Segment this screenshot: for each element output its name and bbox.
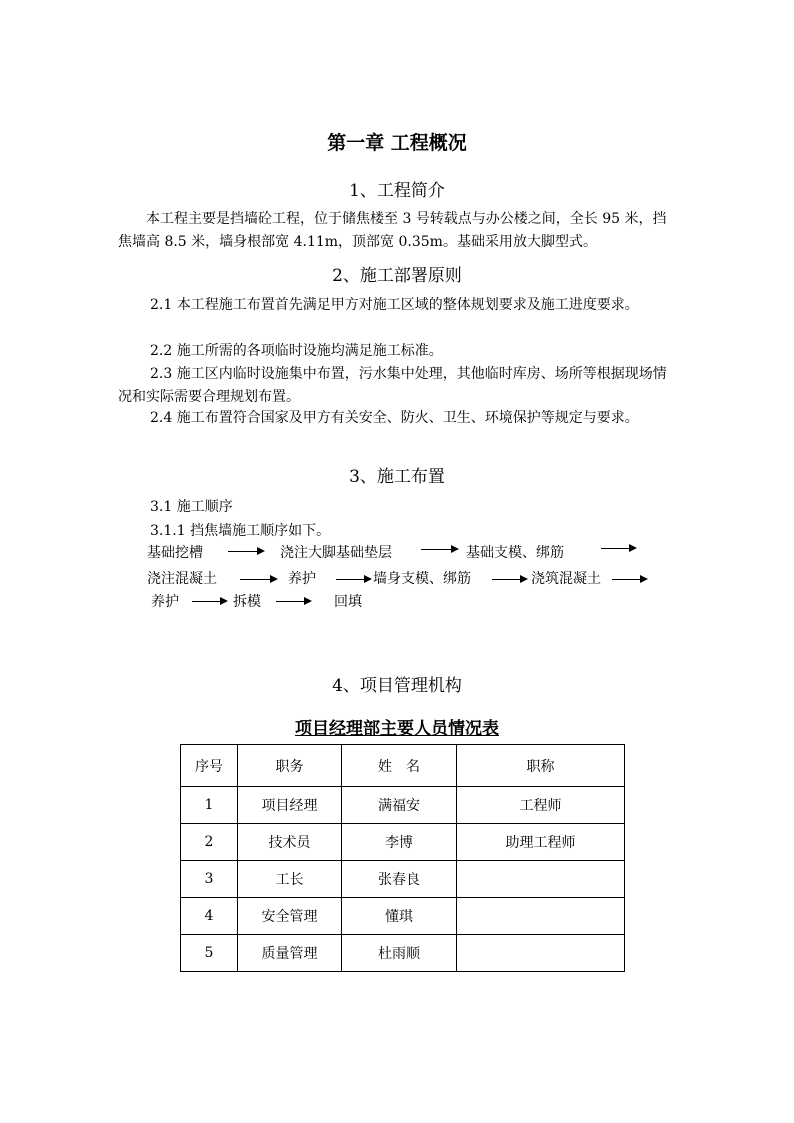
header-position: 职务 [238, 745, 342, 787]
header-name: 姓 名 [342, 745, 457, 787]
cell-title [457, 861, 625, 898]
cell-title: 助理工程师 [457, 824, 625, 861]
cell-name: 懂琪 [342, 898, 457, 935]
cell-index: 5 [181, 935, 238, 972]
flow-step: 浇注混凝土 [147, 571, 217, 587]
flow-step: 基础支模、绑筋 [466, 545, 564, 561]
cell-index: 4 [181, 898, 238, 935]
principle-item-2: 2.2 施工所需的各项临时设施均满足施工标准。 [150, 343, 443, 359]
section-heading-4: 4、项目管理机构 [332, 676, 462, 696]
table-row [181, 787, 625, 824]
flow-step: 浇注大脚基础垫层 [280, 545, 392, 561]
cell-position: 质量管理 [238, 935, 342, 972]
cell-title [457, 898, 625, 935]
section-heading-2: 2、施工部署原则 [332, 266, 462, 286]
flow-step: 基础挖槽 [147, 545, 203, 561]
cell-position: 工长 [238, 861, 342, 898]
cell-position: 技术员 [238, 824, 342, 861]
arrow-icon [601, 548, 635, 549]
arrow-icon [492, 579, 526, 580]
cell-index: 2 [181, 824, 238, 861]
arrow-icon [276, 601, 310, 602]
arrow-icon [421, 549, 457, 550]
flow-step: 墙身支模、绑筋 [373, 571, 471, 587]
chapter-title: 第一章 工程概况 [327, 132, 467, 154]
section-heading-1: 1、工程简介 [349, 181, 445, 201]
table-row [181, 935, 625, 972]
flow-step: 浇筑混凝土 [531, 571, 601, 587]
cell-name: 李博 [342, 824, 457, 861]
header-title: 职称 [457, 745, 625, 787]
principle-item-3: 2.3 施工区内临时设施集中布置，污水集中处理，其他临时库房、场所等根据现场情况和实际需要合理规划布置。 [118, 366, 667, 405]
table-row [181, 861, 625, 898]
cell-position: 项目经理 [238, 787, 342, 824]
cell-title: 工程师 [457, 787, 625, 824]
table-row [181, 898, 625, 935]
cell-title [457, 935, 625, 972]
header-index: 序号 [181, 745, 238, 787]
cell-name: 满福安 [342, 787, 457, 824]
cell-index: 1 [181, 787, 238, 824]
subsection-3-1: 3.1 施工顺序 [150, 499, 233, 515]
cell-position: 安全管理 [238, 898, 342, 935]
flow-step: 养护 [151, 594, 179, 610]
arrow-icon [240, 579, 276, 580]
section-heading-3: 3、施工布置 [349, 467, 445, 487]
cell-name: 杜雨顺 [342, 935, 457, 972]
staff-table [180, 744, 625, 972]
flow-step: 养护 [288, 571, 316, 587]
arrow-icon [192, 601, 226, 602]
table-header-row [181, 745, 625, 787]
flow-step: 回填 [334, 594, 362, 610]
principle-item-4: 2.4 施工布置符合国家及甲方有关安全、防火、卫生、环境保护等规定与要求。 [150, 410, 639, 426]
flow-step: 拆模 [233, 594, 261, 610]
arrow-icon [228, 551, 263, 552]
subsection-3-1-1: 3.1.1 挡焦墙施工顺序如下。 [150, 523, 331, 539]
cell-index: 3 [181, 861, 238, 898]
arrow-icon [336, 579, 370, 580]
principle-item-1: 2.1 本工程施工布置首先满足甲方对施工区域的整体规划要求及施工进度要求。 [150, 297, 639, 313]
arrow-icon [612, 579, 646, 580]
table-row [181, 824, 625, 861]
table-title: 项目经理部主要人员情况表 [295, 719, 499, 739]
section-1-paragraph: 本工程主要是挡墙砼工程，位于储焦楼至 3 号转载点与办公楼之间，全长 95 米，挡焦墙高 8.5 米，墙身根部宽 4.11m，顶部宽 0.35m。基础采用放大脚型式。 [118, 211, 667, 250]
cell-name: 张春良 [342, 861, 457, 898]
